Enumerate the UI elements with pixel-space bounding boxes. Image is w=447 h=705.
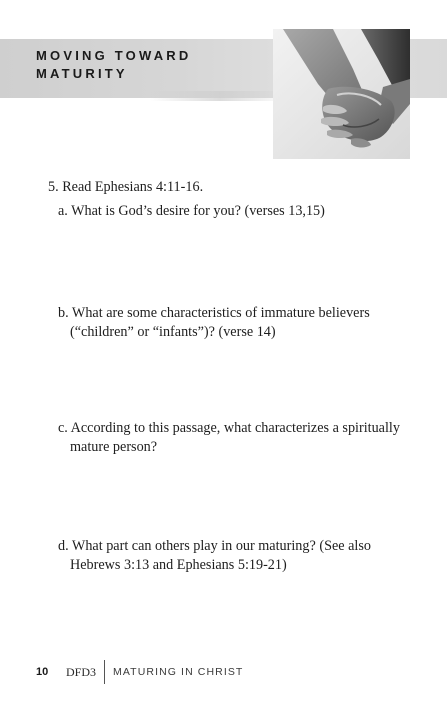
hands-holding-photo — [273, 29, 410, 159]
running-head: MATURING IN CHRIST — [113, 666, 244, 678]
question-5b: b. What are some characteristics of immature believers (“children” or “infants”)? (verse 14) — [58, 305, 370, 340]
section-title-line-1: MOVING TOWARD — [36, 48, 192, 63]
page-number: 10 — [36, 666, 49, 678]
course-code: DFD3 — [66, 664, 97, 679]
question-5-prompt: 5. Read Ephesians 4:11-16. — [48, 179, 204, 195]
section-title-line-2: MATURITY — [36, 66, 128, 81]
question-5c: c. According to this passage, what characterizes a spiritually mature person? — [58, 420, 400, 455]
page-footer — [36, 660, 243, 684]
question-5a: a. What is God’s desire for you? (verses 13,15) — [58, 203, 325, 219]
footer-divider — [104, 660, 105, 684]
question-5d: d. What part can others play in our maturing? (See also Hebrews 3:13 and Ephesians 5:19-21) — [58, 538, 371, 573]
section-title — [36, 47, 236, 83]
header-fade-decoration — [150, 91, 290, 101]
